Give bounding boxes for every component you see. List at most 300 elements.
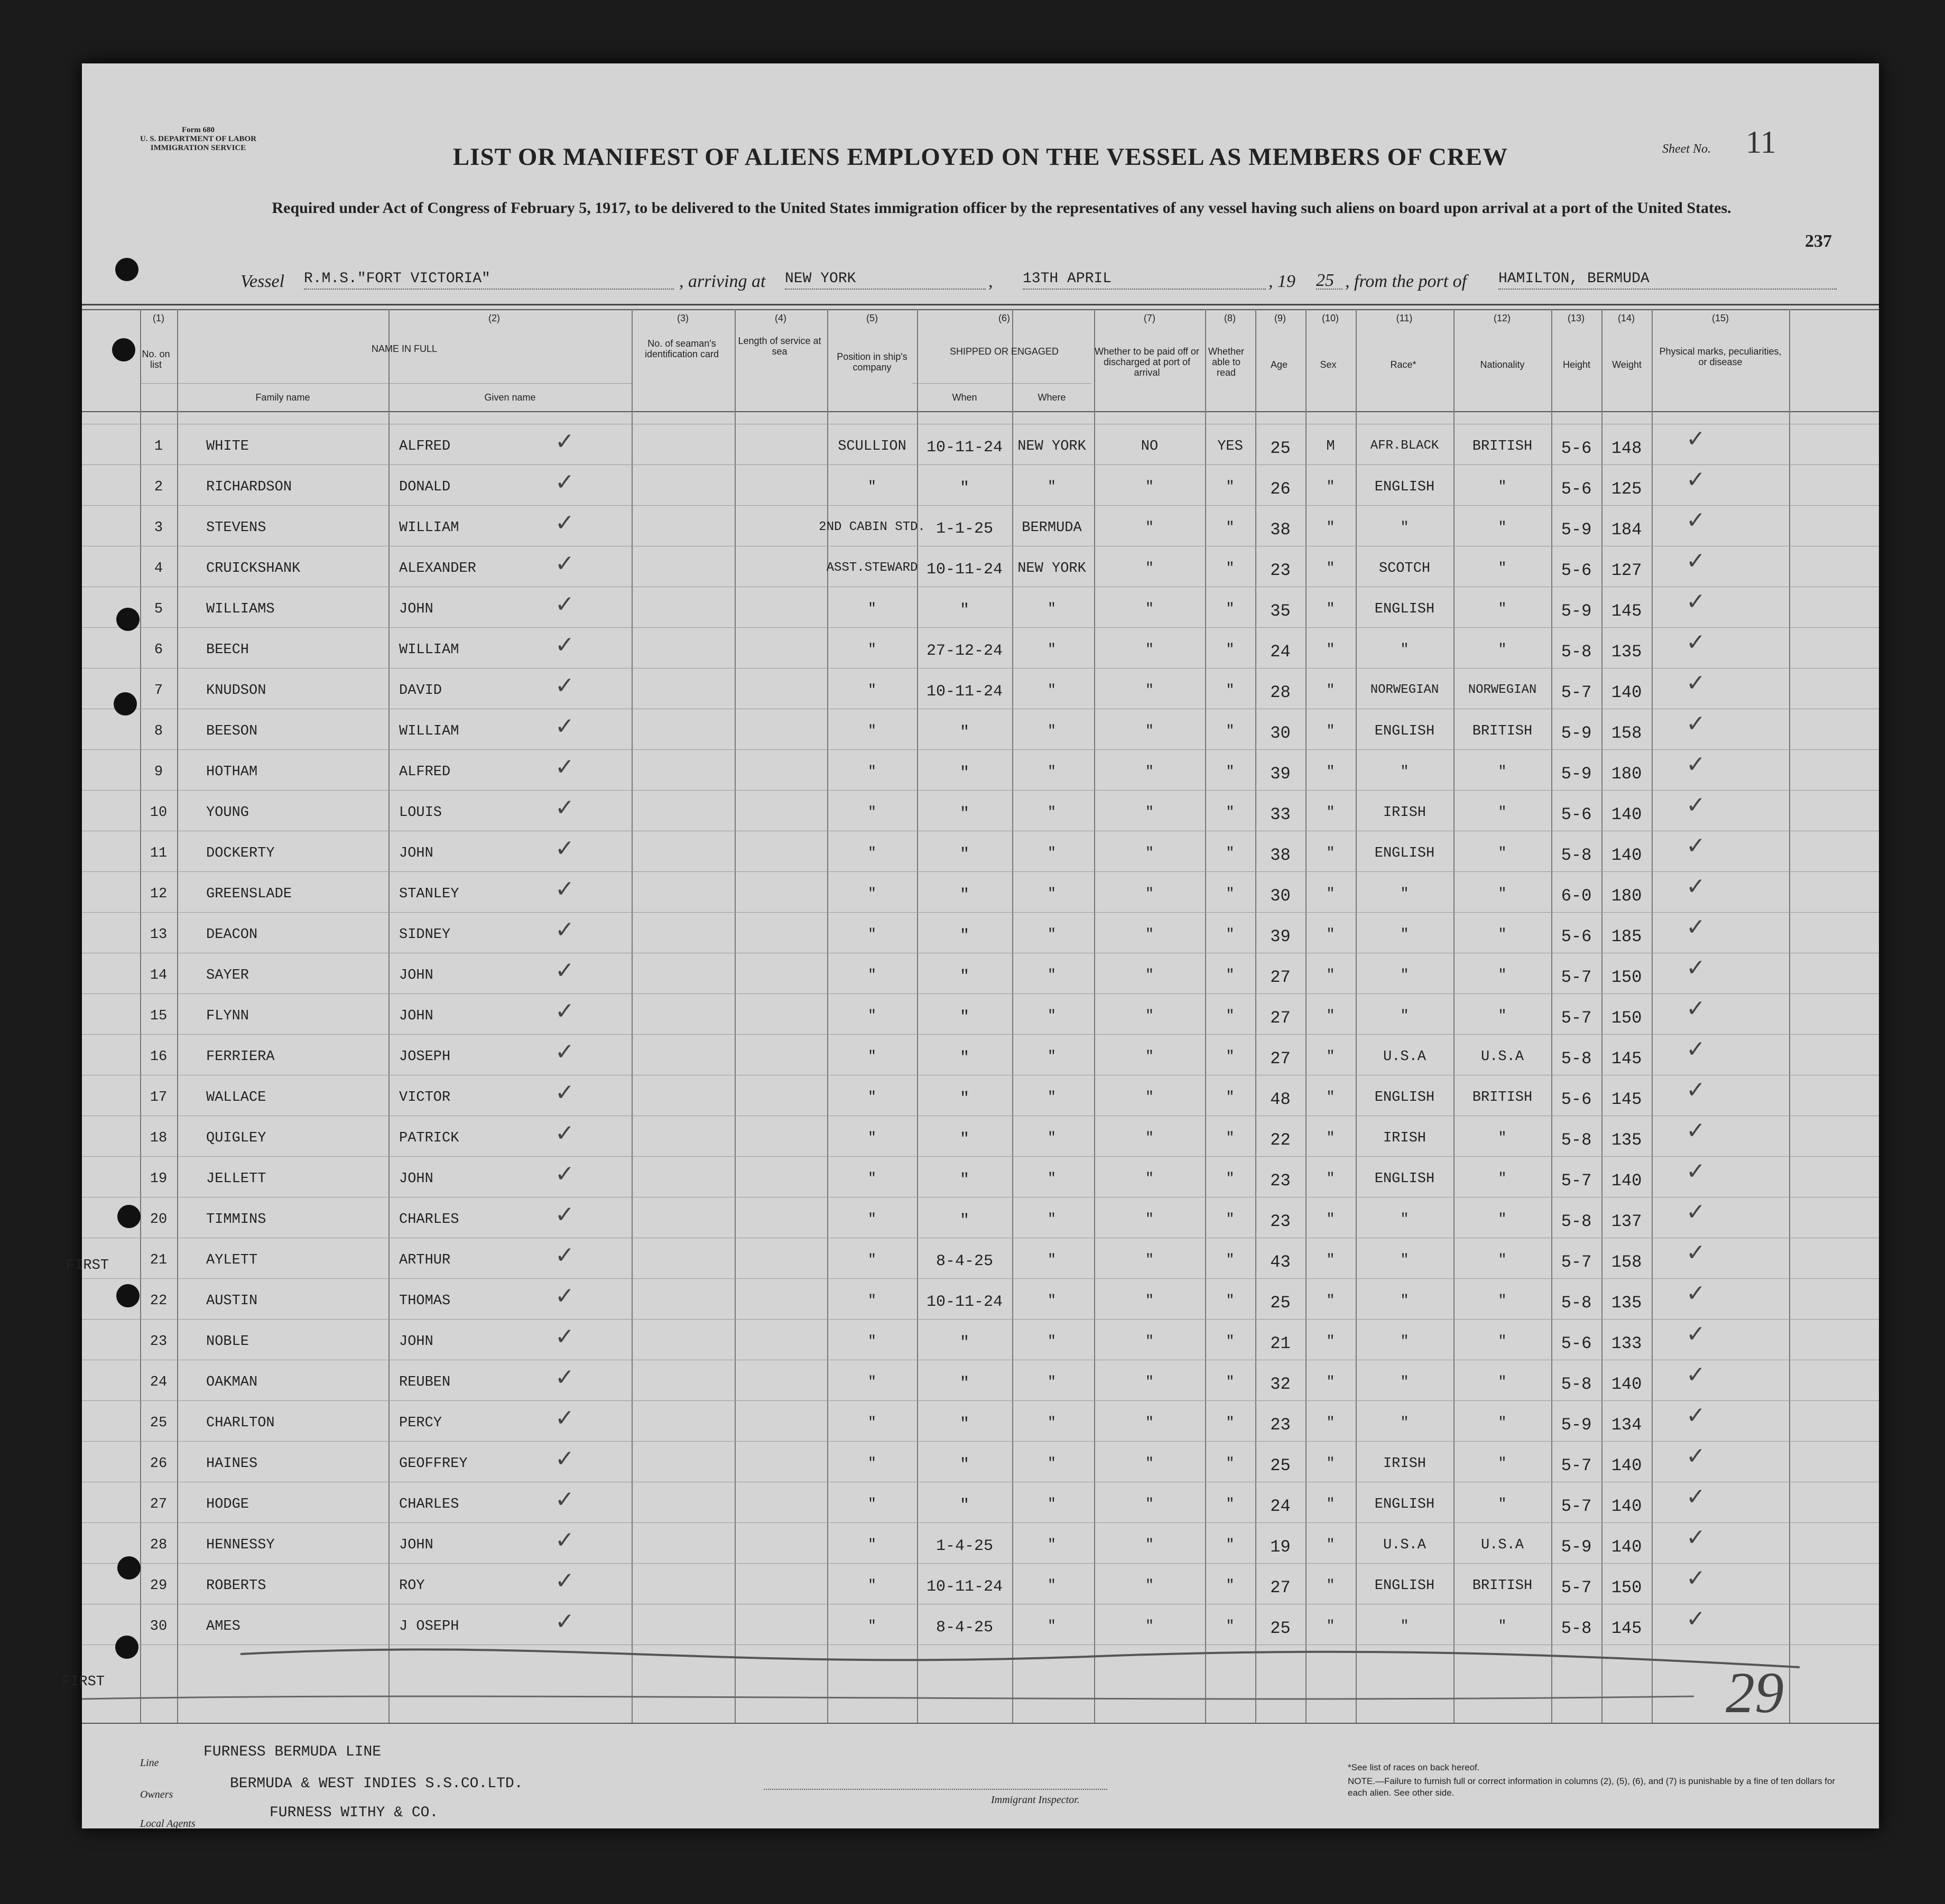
cell-given: PATRICK (399, 1130, 459, 1146)
cell-no: 19 (150, 1171, 168, 1187)
cell-given: JOHN (399, 1171, 433, 1187)
cell-no: 5 (154, 601, 163, 617)
cell-when: " (959, 968, 969, 986)
column-number: (5) (866, 313, 878, 323)
cell-race: ENGLISH (1374, 1171, 1435, 1187)
cell-when: 8-4-25 (936, 1252, 994, 1270)
cell-height: 5-8 (1561, 1130, 1592, 1150)
column-number: (10) (1321, 313, 1339, 323)
cell-sex: " (1326, 1415, 1335, 1431)
cell-race: " (1400, 1415, 1409, 1431)
row-rule (82, 1400, 1879, 1401)
cell-nat: " (1498, 1212, 1507, 1228)
punch-hole (116, 1284, 140, 1307)
cell-position: " (867, 1334, 877, 1350)
cell-where: " (1047, 846, 1057, 861)
cell-where: NEW YORK (1017, 439, 1086, 454)
check-mark-icon: ✓ (1686, 1565, 1706, 1592)
cell-weight: 140 (1611, 1497, 1642, 1516)
cell-paid: NO (1141, 439, 1159, 454)
cell-read: " (1226, 723, 1235, 739)
cell-when: " (959, 886, 969, 904)
cell-race: " (1400, 764, 1409, 780)
header-weight: Weight (1612, 359, 1642, 370)
cell-given: STANLEY (399, 886, 459, 902)
cell-family: HAINES (206, 1456, 258, 1472)
cell-race: " (1400, 1374, 1409, 1390)
cell-race: ENGLISH (1374, 601, 1435, 617)
from-port: HAMILTON, BERMUDA (1498, 271, 1837, 290)
cell-weight: 137 (1611, 1212, 1642, 1231)
cell-age: 23 (1270, 1171, 1291, 1191)
from-label: , from the port of (1345, 272, 1467, 291)
cell-family: HOTHAM (206, 764, 258, 780)
header-race: Race* (1390, 359, 1416, 370)
cell-no: 8 (154, 723, 163, 739)
cell-family: AYLETT (206, 1252, 258, 1268)
cell-nat: " (1498, 886, 1507, 902)
cell-height: 5-7 (1561, 1578, 1592, 1597)
header-idcard: No. of seaman's identification card (644, 338, 719, 359)
check-mark-icon: ✓ (555, 794, 575, 821)
total-count: 29 (1726, 1660, 1784, 1725)
table-top-rule-2 (82, 309, 1879, 310)
cell-height: 5-8 (1561, 846, 1592, 865)
cell-read: " (1226, 1130, 1235, 1146)
cell-sex: " (1326, 927, 1335, 943)
cell-position: " (867, 1171, 877, 1187)
cell-where: " (1047, 1171, 1057, 1187)
cell-age: 24 (1270, 642, 1291, 662)
cell-paid: " (1145, 805, 1154, 821)
races-note: *See list of races on back hereof. (1348, 1762, 1480, 1772)
cell-weight: 134 (1611, 1415, 1642, 1435)
cell-no: 12 (150, 886, 168, 902)
cell-read: " (1226, 1578, 1235, 1594)
cell-age: 25 (1270, 439, 1291, 458)
cell-read: YES (1217, 439, 1243, 454)
cell-height: 5-7 (1561, 1456, 1592, 1475)
cell-weight: 145 (1611, 1090, 1642, 1109)
cell-family: WALLACE (206, 1090, 266, 1106)
cell-no: 29 (150, 1578, 168, 1594)
cell-nat: " (1498, 1171, 1507, 1187)
cell-paid: " (1145, 1293, 1154, 1309)
cell-sex: " (1326, 1537, 1335, 1553)
cell-read: " (1226, 1497, 1235, 1512)
cell-given: JOHN (399, 601, 433, 617)
cell-position: " (867, 1578, 877, 1594)
cell-where: " (1047, 1293, 1057, 1309)
cell-sex: " (1326, 1252, 1335, 1268)
row-rule (82, 749, 1879, 750)
cell-weight: 133 (1611, 1334, 1642, 1353)
cell-read: " (1226, 764, 1235, 780)
cell-weight: 135 (1611, 642, 1642, 662)
cell-no: 3 (154, 520, 163, 536)
cell-paid: " (1145, 1578, 1154, 1594)
cell-position: " (867, 886, 877, 902)
cell-given: SIDNEY (399, 927, 451, 943)
cell-weight: 127 (1611, 561, 1642, 580)
cell-when: " (959, 1415, 969, 1433)
cell-height: 5-8 (1561, 642, 1592, 662)
check-mark-icon: ✓ (555, 1445, 575, 1472)
cell-read: " (1226, 886, 1235, 902)
check-mark-icon: ✓ (1686, 1076, 1706, 1103)
cell-no: 22 (150, 1293, 168, 1309)
header-height: Height (1562, 359, 1591, 370)
cell-read: " (1226, 1090, 1235, 1106)
check-mark-icon: ✓ (1686, 954, 1706, 981)
cell-race: " (1400, 968, 1409, 983)
cell-weight: 140 (1611, 1374, 1642, 1394)
cell-height: 5-8 (1561, 1374, 1592, 1394)
cell-nat: " (1498, 1374, 1507, 1390)
arriving-label: , arriving at (679, 272, 766, 291)
cell-sex: " (1326, 1334, 1335, 1350)
shipped-sub-rule (912, 383, 1091, 384)
cell-weight: 140 (1611, 683, 1642, 702)
cell-family: YOUNG (206, 805, 249, 821)
cell-family: FLYNN (206, 1008, 249, 1024)
column-rule (388, 309, 390, 1723)
cell-given: VICTOR (399, 1090, 451, 1106)
cell-family: QUIGLEY (206, 1130, 266, 1146)
check-mark-icon: ✓ (555, 550, 575, 577)
row-rule (82, 627, 1879, 628)
arrival-date: 13TH APRIL (1023, 271, 1266, 290)
cell-family: WILLIAMS (206, 601, 275, 617)
cell-position: " (867, 1049, 877, 1065)
check-mark-icon: ✓ (1686, 995, 1706, 1022)
owners-label: Owners (140, 1789, 173, 1800)
cell-weight: 185 (1611, 927, 1642, 946)
cell-no: 16 (150, 1049, 168, 1065)
check-mark-icon: ✓ (555, 1323, 575, 1350)
line-label: Line (140, 1757, 159, 1769)
cell-read: " (1226, 1252, 1235, 1268)
cell-paid: " (1145, 1415, 1154, 1431)
cell-when: 10-11-24 (926, 1293, 1003, 1311)
cell-paid: " (1145, 1090, 1154, 1106)
check-mark-icon: ✓ (555, 754, 575, 781)
inspector-label: Immigrant Inspector. (991, 1794, 1080, 1806)
arrival-year: 25 (1316, 271, 1342, 290)
cell-read: " (1226, 1415, 1235, 1431)
cell-read: " (1226, 1456, 1235, 1472)
cell-age: 39 (1270, 764, 1291, 784)
cell-age: 39 (1270, 927, 1291, 946)
cell-where: " (1047, 479, 1057, 495)
cell-nat: " (1498, 1334, 1507, 1350)
cell-nat: U.S.A (1480, 1537, 1524, 1553)
cell-read: " (1226, 601, 1235, 617)
agents-label: Local Agents (140, 1818, 196, 1829)
cell-when: " (959, 1374, 969, 1392)
header-paid: Whether to be paid off or discharged at port of arrival (1095, 346, 1199, 378)
cell-where: " (1047, 1374, 1057, 1390)
cell-race: IRISH (1383, 1130, 1426, 1146)
cell-paid: " (1145, 1008, 1154, 1024)
column-rule (632, 309, 633, 1723)
cell-when: " (959, 1456, 969, 1474)
cell-paid: " (1145, 601, 1154, 617)
header-shipped: SHIPPED OR ENGAGED (949, 346, 1059, 357)
cell-family: HODGE (206, 1497, 249, 1512)
check-mark-icon: ✓ (555, 1567, 575, 1594)
cell-weight: 180 (1611, 886, 1642, 906)
check-mark-icon: ✓ (555, 876, 575, 903)
cell-height: 5-6 (1561, 927, 1592, 946)
cell-paid: " (1145, 1537, 1154, 1553)
cell-read: " (1226, 479, 1235, 495)
cell-when: 10-11-24 (926, 1578, 1003, 1596)
cell-weight: 150 (1611, 968, 1642, 987)
cell-family: GREENSLADE (206, 886, 292, 902)
cell-race: " (1400, 1212, 1409, 1228)
check-mark-icon: ✓ (555, 1160, 575, 1187)
punch-hole (117, 1205, 141, 1228)
cell-weight: 140 (1611, 1537, 1642, 1557)
cell-no: 14 (150, 968, 168, 983)
cell-race: " (1400, 520, 1409, 536)
form-service: IMMIGRATION SERVICE (150, 144, 246, 152)
punch-hole (117, 1556, 141, 1580)
cell-paid: " (1145, 1252, 1154, 1268)
cell-paid: " (1145, 1374, 1154, 1390)
column-rule (1789, 309, 1790, 1723)
cell-read: " (1226, 683, 1235, 699)
cell-no: 20 (150, 1212, 168, 1228)
column-number: (11) (1396, 313, 1413, 323)
cell-weight: 140 (1611, 805, 1642, 824)
cell-age: 26 (1270, 479, 1291, 499)
vessel-name: R.M.S."FORT VICTORIA" (304, 271, 674, 290)
cell-family: CHARLTON (206, 1415, 275, 1431)
cell-age: 23 (1270, 561, 1291, 580)
header-read: Whether able to read (1208, 346, 1245, 378)
row-rule (82, 993, 1879, 994)
cell-given: CHARLES (399, 1497, 459, 1512)
row-rule (82, 1522, 1879, 1523)
column-number: (3) (677, 313, 689, 323)
form-department: U. S. DEPARTMENT OF LABOR (140, 135, 257, 143)
check-mark-icon: ✓ (1686, 1117, 1706, 1144)
vessel-label: Vessel (240, 272, 285, 291)
cell-where: NEW YORK (1017, 561, 1086, 577)
margin-note-first-2: FIRST (62, 1674, 105, 1690)
cell-height: 5-7 (1561, 1171, 1592, 1191)
cell-height: 5-8 (1561, 1619, 1592, 1638)
cell-when: " (959, 1334, 969, 1352)
cell-no: 21 (150, 1252, 168, 1268)
cell-height: 5-7 (1561, 1252, 1592, 1272)
cell-family: WHITE (206, 439, 249, 454)
cell-when: " (959, 601, 969, 619)
cell-when: " (959, 479, 969, 497)
cell-when: 10-11-24 (926, 683, 1003, 701)
header-when: When (952, 392, 977, 403)
cell-family: AUSTIN (206, 1293, 258, 1309)
check-mark-icon: ✓ (1686, 1524, 1706, 1551)
check-mark-icon: ✓ (1686, 1239, 1706, 1266)
penalty-note: NOTE.—Failure to furnish full or correct information in columns (2), (5), (6), and (7) is punishable by a fine of ten dollars for each alien. See other side. (1348, 1776, 1836, 1798)
cell-where: " (1047, 601, 1057, 617)
cell-paid: " (1145, 642, 1154, 658)
column-number: (8) (1224, 313, 1236, 323)
cell-age: 30 (1270, 886, 1291, 906)
cell-position: " (867, 1008, 877, 1024)
cell-where: " (1047, 1252, 1057, 1268)
cell-weight: 184 (1611, 520, 1642, 540)
cell-height: 6-0 (1561, 886, 1592, 906)
cell-given: J OSEPH (399, 1619, 459, 1634)
check-mark-icon: ✓ (555, 1608, 575, 1635)
header-no: No. on list (142, 349, 170, 370)
check-mark-icon: ✓ (555, 672, 575, 699)
cell-given: JOHN (399, 846, 433, 861)
cell-age: 25 (1270, 1456, 1291, 1475)
cell-sex: " (1326, 1619, 1335, 1634)
cell-nat: " (1498, 1293, 1507, 1309)
cell-when: " (959, 1008, 969, 1026)
cell-given: JOHN (399, 1008, 433, 1024)
page-subtitle: Required under Act of Congress of February 5, 1917, to be delivered to the United States immigration officer by the representatives of any vessel having such aliens on board upon arrival at a port of the United States. (272, 199, 1731, 217)
cell-nat: " (1498, 764, 1507, 780)
cell-where: " (1047, 1049, 1057, 1065)
cell-height: 5-6 (1561, 479, 1592, 499)
cell-when: " (959, 1090, 969, 1108)
cell-given: DAVID (399, 683, 442, 699)
check-mark-icon: ✓ (1686, 792, 1706, 819)
check-mark-icon: ✓ (555, 1283, 575, 1309)
cell-nat: " (1498, 520, 1507, 536)
cell-when: 10-11-24 (926, 561, 1003, 579)
cell-family: JELLETT (206, 1171, 266, 1187)
cell-when: " (959, 846, 969, 863)
cell-height: 5-9 (1561, 520, 1592, 540)
cell-when: 27-12-24 (926, 642, 1003, 660)
owners-value: BERMUDA & WEST INDIES S.S.CO.LTD. (230, 1776, 523, 1792)
check-mark-icon: ✓ (1686, 1483, 1706, 1510)
check-mark-icon: ✓ (1686, 507, 1706, 534)
cell-where: BERMUDA (1022, 520, 1082, 536)
cell-race: NORWEGIAN (1370, 683, 1439, 697)
cell-read: " (1226, 1171, 1235, 1187)
cell-sex: M (1326, 439, 1335, 454)
cell-sex: " (1326, 886, 1335, 902)
cell-paid: " (1145, 886, 1154, 902)
cell-age: 48 (1270, 1090, 1291, 1109)
check-mark-icon: ✓ (555, 1201, 575, 1228)
cell-no: 7 (154, 683, 163, 699)
cell-height: 5-8 (1561, 1212, 1592, 1231)
cell-paid: " (1145, 1171, 1154, 1187)
cell-paid: " (1145, 1049, 1154, 1065)
check-mark-icon: ✓ (1686, 425, 1706, 452)
cell-where: " (1047, 1537, 1057, 1553)
header-sex: Sex (1320, 359, 1337, 370)
cell-family: SAYER (206, 968, 249, 983)
cell-nat: BRITISH (1472, 1578, 1533, 1594)
cell-nat: " (1498, 1008, 1507, 1024)
cell-read: " (1226, 968, 1235, 983)
cell-position: " (867, 1212, 877, 1228)
cell-read: " (1226, 1619, 1235, 1634)
check-mark-icon: ✓ (555, 835, 575, 862)
cell-age: 25 (1270, 1619, 1291, 1638)
cell-nat: " (1498, 1497, 1507, 1512)
row-rule (82, 1441, 1879, 1442)
column-number: (6) (998, 313, 1010, 323)
cell-where: " (1047, 1497, 1057, 1512)
cell-family: OAKMAN (206, 1374, 258, 1390)
cell-sex: " (1326, 561, 1335, 577)
cell-given: WILLIAM (399, 520, 459, 536)
cell-family: DOCKERTY (206, 846, 275, 861)
cell-when: " (959, 764, 969, 782)
cell-weight: 135 (1611, 1293, 1642, 1313)
year-prefix: , 19 (1268, 272, 1295, 291)
cell-given: DONALD (399, 479, 451, 495)
cell-height: 5-9 (1561, 764, 1592, 784)
cell-family: AMES (206, 1619, 240, 1634)
cell-family: TIMMINS (206, 1212, 266, 1228)
cell-nat: " (1498, 927, 1507, 943)
cell-height: 5-9 (1561, 723, 1592, 743)
cell-when: " (959, 805, 969, 823)
cell-weight: 145 (1611, 1049, 1642, 1069)
column-rule (1652, 309, 1653, 1723)
cell-race: ENGLISH (1374, 479, 1435, 495)
margin-note-first: FIRST (66, 1258, 109, 1274)
agents-value: FURNESS WITHY & CO. (270, 1805, 439, 1821)
check-mark-icon: ✓ (555, 591, 575, 618)
line-value: FURNESS BERMUDA LINE (203, 1744, 382, 1760)
check-mark-icon: ✓ (1686, 629, 1706, 656)
cell-position: " (867, 601, 877, 617)
cell-paid: " (1145, 927, 1154, 943)
cell-paid: " (1145, 1456, 1154, 1472)
cell-age: 43 (1270, 1252, 1291, 1272)
column-number: (7) (1144, 313, 1155, 323)
header-length: Length of service at sea (738, 336, 821, 357)
check-mark-icon: ✓ (555, 916, 575, 943)
cell-race: " (1400, 1008, 1409, 1024)
cell-height: 5-7 (1561, 1008, 1592, 1028)
check-mark-icon: ✓ (1686, 1361, 1706, 1388)
cell-no: 23 (150, 1334, 168, 1350)
cell-nat: " (1498, 1619, 1507, 1634)
cell-given: ALFRED (399, 764, 451, 780)
cell-weight: 148 (1611, 439, 1642, 458)
cell-weight: 150 (1611, 1578, 1642, 1597)
cell-position: " (867, 805, 877, 821)
cell-when: 8-4-25 (936, 1619, 994, 1637)
cell-where: " (1047, 1334, 1057, 1350)
cell-where: " (1047, 723, 1057, 739)
cell-read: " (1226, 1537, 1235, 1553)
cell-read: " (1226, 642, 1235, 658)
cell-no: 4 (154, 561, 163, 577)
check-mark-icon: ✓ (555, 428, 575, 455)
cell-where: " (1047, 1090, 1057, 1106)
column-number: (13) (1567, 313, 1585, 323)
cell-sex: " (1326, 642, 1335, 658)
cell-sex: " (1326, 968, 1335, 983)
cell-where: " (1047, 1008, 1057, 1024)
